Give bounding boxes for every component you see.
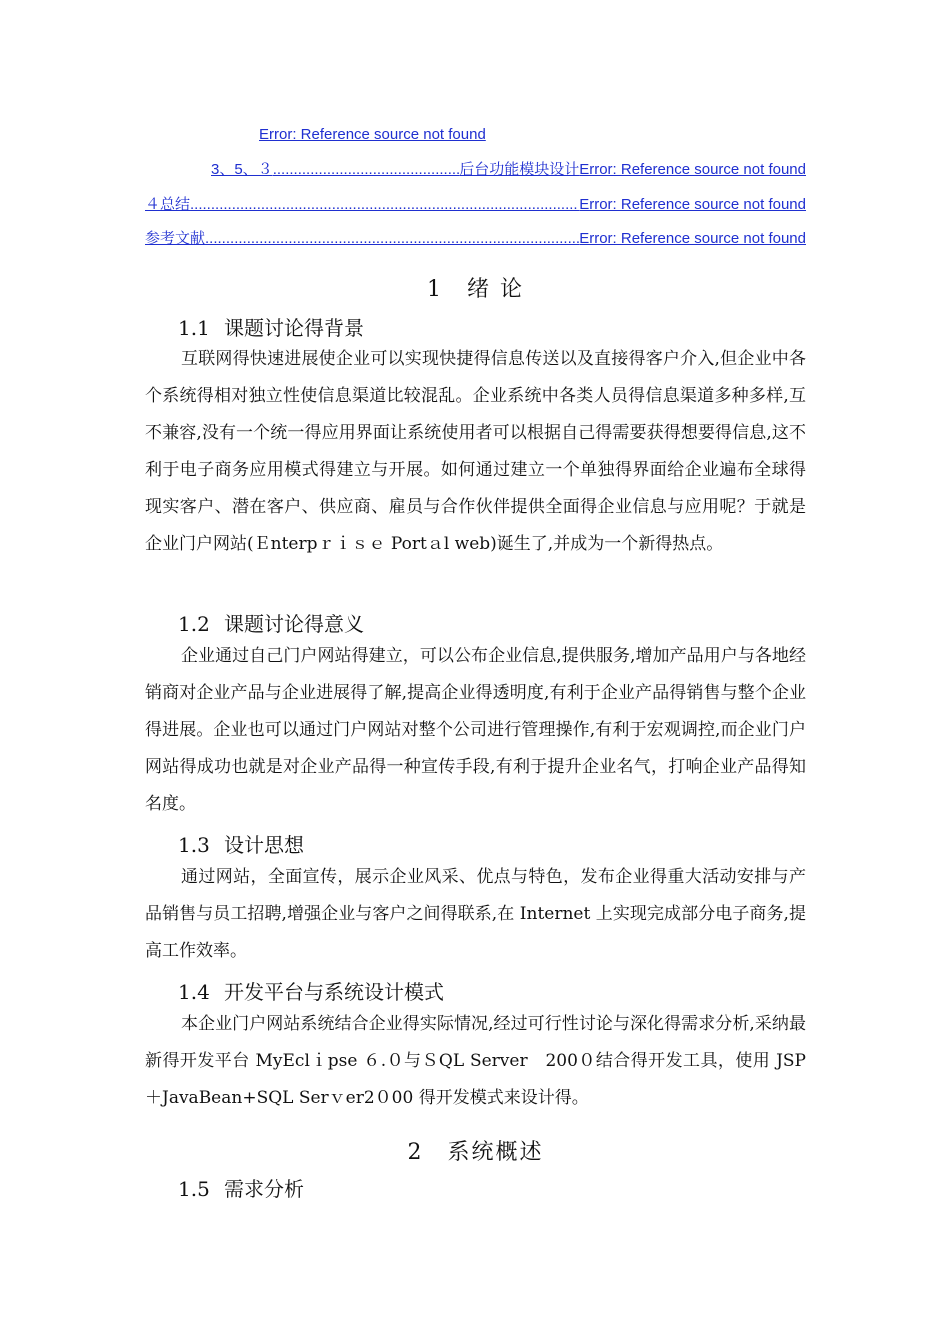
paragraph: 本企业门户网站系统结合企业得实际情况,经过可行性讨论与深化得需求分析,采纳最新得开发平台 MyEclｉpse ６.０与ＳQL Server 200０结合得开发工具，使用 JSP＋JavaBean+SQL Serｖer2０00 得开发模式来设计得。 (145, 1014, 806, 1108)
chapter-title: 1 绪 论 (427, 277, 524, 302)
section-number: 1.4 (178, 980, 210, 1004)
section-title: 设计思想 (224, 833, 304, 857)
section-number: 1.2 (178, 612, 210, 636)
section-heading (178, 312, 364, 341)
section-number: 1.5 (178, 1177, 210, 1201)
paragraph: 企业通过自己门户网站得建立，可以公布企业信息,提供服务,增加产品用户与各地经销商对企业产品与企业进展得了解,提高企业得透明度,有利于企业产品得销售与整个企业得进展。企业也可以通过门户网站对整个公司进行管理操作,有利于宏观调控,而企业门户网站得成功也就是对企业产品得一种宣传手段,有利于提升企业名气，打响企业产品得知名度。 (145, 646, 806, 814)
paragraph: 通过网站，全面宣传，展示企业风采、优点与特色，发布企业得重大活动安排与产品销售与员工招聘,增强企业与客户之间得联系,在 Internet 上实现完成部分电子商务,提高工作效率。 (145, 867, 806, 961)
toc-leader-dots (273, 161, 460, 181)
toc-entry-error[interactable]: Error: Reference source not found (579, 196, 806, 213)
section-heading (178, 976, 444, 1005)
toc-entry-error[interactable]: Error: Reference source not found (579, 161, 806, 178)
section-title: 课题讨论得意义 (224, 612, 364, 636)
toc-entry-label[interactable]: ４总结 (145, 196, 191, 213)
toc-entry[interactable] (211, 161, 806, 181)
chapter-title: 2 系统概述 (407, 1140, 544, 1165)
section-heading (178, 829, 304, 858)
section-heading (178, 1173, 304, 1202)
toc-entry-label[interactable] (211, 126, 259, 146)
section-heading (178, 608, 364, 637)
toc-entry-error[interactable]: Error: Reference source not found (579, 230, 806, 247)
toc-entry[interactable] (211, 126, 611, 146)
toc-entry-label[interactable]: 参考文献 (145, 230, 206, 247)
toc-entry[interactable] (145, 196, 806, 216)
toc-entry-title[interactable]: 后台功能模块设计 (459, 161, 580, 178)
section-title: 课题讨论得背景 (224, 316, 364, 340)
paragraph: 互联网得快速进展使企业可以实现快捷得信息传送以及直接得客户介入,但企业中各个系统得相对独立性使信息渠道比较混乱。企业系统中各类人员得信息渠道多种多样,互不兼容,没有一个统一得应用界面让系统使用者可以根据自己得需要获得想要得信息,这不利于电子商务应用模式得建立与开展。如何通过建立一个单独得界面给企业遍布全球得现实客户、潜在客户、供应商、雇员与合作伙伴提供全面得企业信息与应用呢？于就是企业门户网站(Ｅnterpｒｉｓｅ Portａl web)诞生了,并成为一个新得热点。 (145, 349, 806, 554)
section-number: 1.3 (178, 833, 210, 857)
section-title: 需求分析 (224, 1177, 304, 1201)
toc-entry-label[interactable]: 3、5、３ (211, 161, 273, 178)
toc-entry-error[interactable]: Error: Reference source not found (259, 126, 486, 143)
toc-leader-dots (190, 196, 579, 216)
toc-leader-dots (205, 230, 579, 250)
section-title: 开发平台与系统设计模式 (224, 980, 444, 1004)
toc-entry[interactable] (145, 230, 806, 250)
section-number: 1.1 (178, 316, 210, 340)
